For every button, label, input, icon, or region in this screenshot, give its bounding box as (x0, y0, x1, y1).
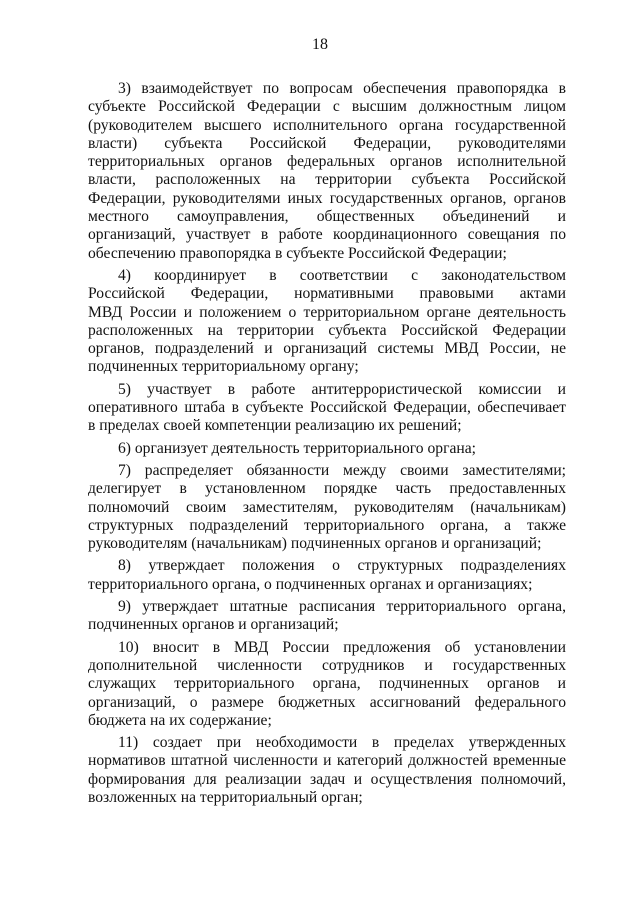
list-item-paragraph (88, 598, 566, 635)
list-item-paragraph (88, 80, 566, 263)
text-line: власти, расположенных на территории субъекта Российской (88, 171, 566, 189)
text-line: Российской Федерации, нормативными правовыми актами (88, 285, 566, 303)
text-line: организаций, о размере бюджетных ассигнований федерального (88, 693, 566, 711)
text-line: 8) утверждает положения о структурных подразделениях (118, 557, 566, 575)
text-line: оперативного штаба в субъекте Российской Федерации, обеспечивает (88, 399, 566, 417)
text-line: подчиненных органов и организаций; (88, 616, 339, 634)
text-line: 7) распределяет обязанности между своими заместителями; (118, 461, 566, 479)
text-line: делегирует в установленном порядке часть предоставленных (88, 480, 566, 498)
text-line: полномочий своим заместителям, руководителям (начальникам) (88, 498, 566, 516)
text-line: 10) вносит в МВД России предложения об установлении (118, 638, 566, 656)
text-line: 3) взаимодействует по вопросам обеспечения правопорядка в (118, 80, 566, 97)
text-line: возложенных на территориальный орган; (88, 788, 363, 806)
text-line: (руководителем высшего исполнительного органа государственной (88, 116, 566, 134)
text-line: в пределах своей компетенции реализацию их решений; (88, 417, 462, 435)
text-line: обеспечению правопорядка в субъекте Российской Федерации; (88, 244, 507, 262)
list-item-paragraph (88, 381, 566, 436)
text-line: власти) субъекта Российской Федерации, руководителями (88, 134, 566, 152)
list-item-paragraph (88, 639, 566, 730)
list-item-paragraph (88, 734, 566, 807)
text-line: местного самоуправления, общественных объединений и (88, 208, 566, 226)
document-body (88, 80, 566, 811)
text-line: служащих территориального органа, подчиненных органов и (88, 675, 566, 693)
text-line: структурных подразделений территориального органа, а также (88, 516, 566, 534)
page-number: 18 (312, 36, 328, 53)
text-line: руководителям (начальникам) подчиненных органов и организаций; (88, 535, 542, 553)
text-line: дополнительной численности сотрудников и государственных (88, 656, 566, 674)
text-line: 6) организует деятельность территориального органа; (118, 439, 477, 457)
text-line: бюджета на их содержание; (88, 711, 272, 729)
list-item-paragraph (88, 462, 566, 553)
text-line: расположенных на территории субъекта Российской Федерации (88, 321, 566, 339)
text-line: организаций, участвует в работе координационного совещания по (88, 226, 566, 244)
text-line: территориального органа, о подчиненных органах и организациях; (88, 575, 533, 593)
text-line: 5) участвует в работе антитеррористической комиссии и (118, 380, 566, 398)
list-item-paragraph (88, 267, 566, 377)
text-line: территориальных органов федеральных органов исполнительной (88, 153, 566, 171)
text-line: 11) создает при необходимости в пределах утвержденных (118, 734, 566, 752)
text-line: субъекте Российской Федерации с высшим должностным лицом (88, 98, 566, 116)
text-line: МВД России и положением о территориальном органе деятельность (88, 303, 566, 321)
text-line: органов, подразделений и организаций системы МВД России, не (88, 340, 566, 358)
list-item-paragraph (88, 440, 566, 458)
text-line: 9) утверждает штатные расписания территориального органа, (118, 598, 566, 616)
list-item-paragraph (88, 557, 566, 594)
text-line: Федерации, руководителями иных государственных органов, органов (88, 189, 566, 207)
text-line: 4) координирует в соответствии с законодательством (118, 266, 566, 284)
text-line: формирования для реализации задач и осуществления полномочий, (88, 770, 566, 788)
text-line: подчиненных территориальному органу; (88, 358, 359, 376)
text-line: нормативов штатной численности и категорий должностей временные (88, 752, 566, 770)
